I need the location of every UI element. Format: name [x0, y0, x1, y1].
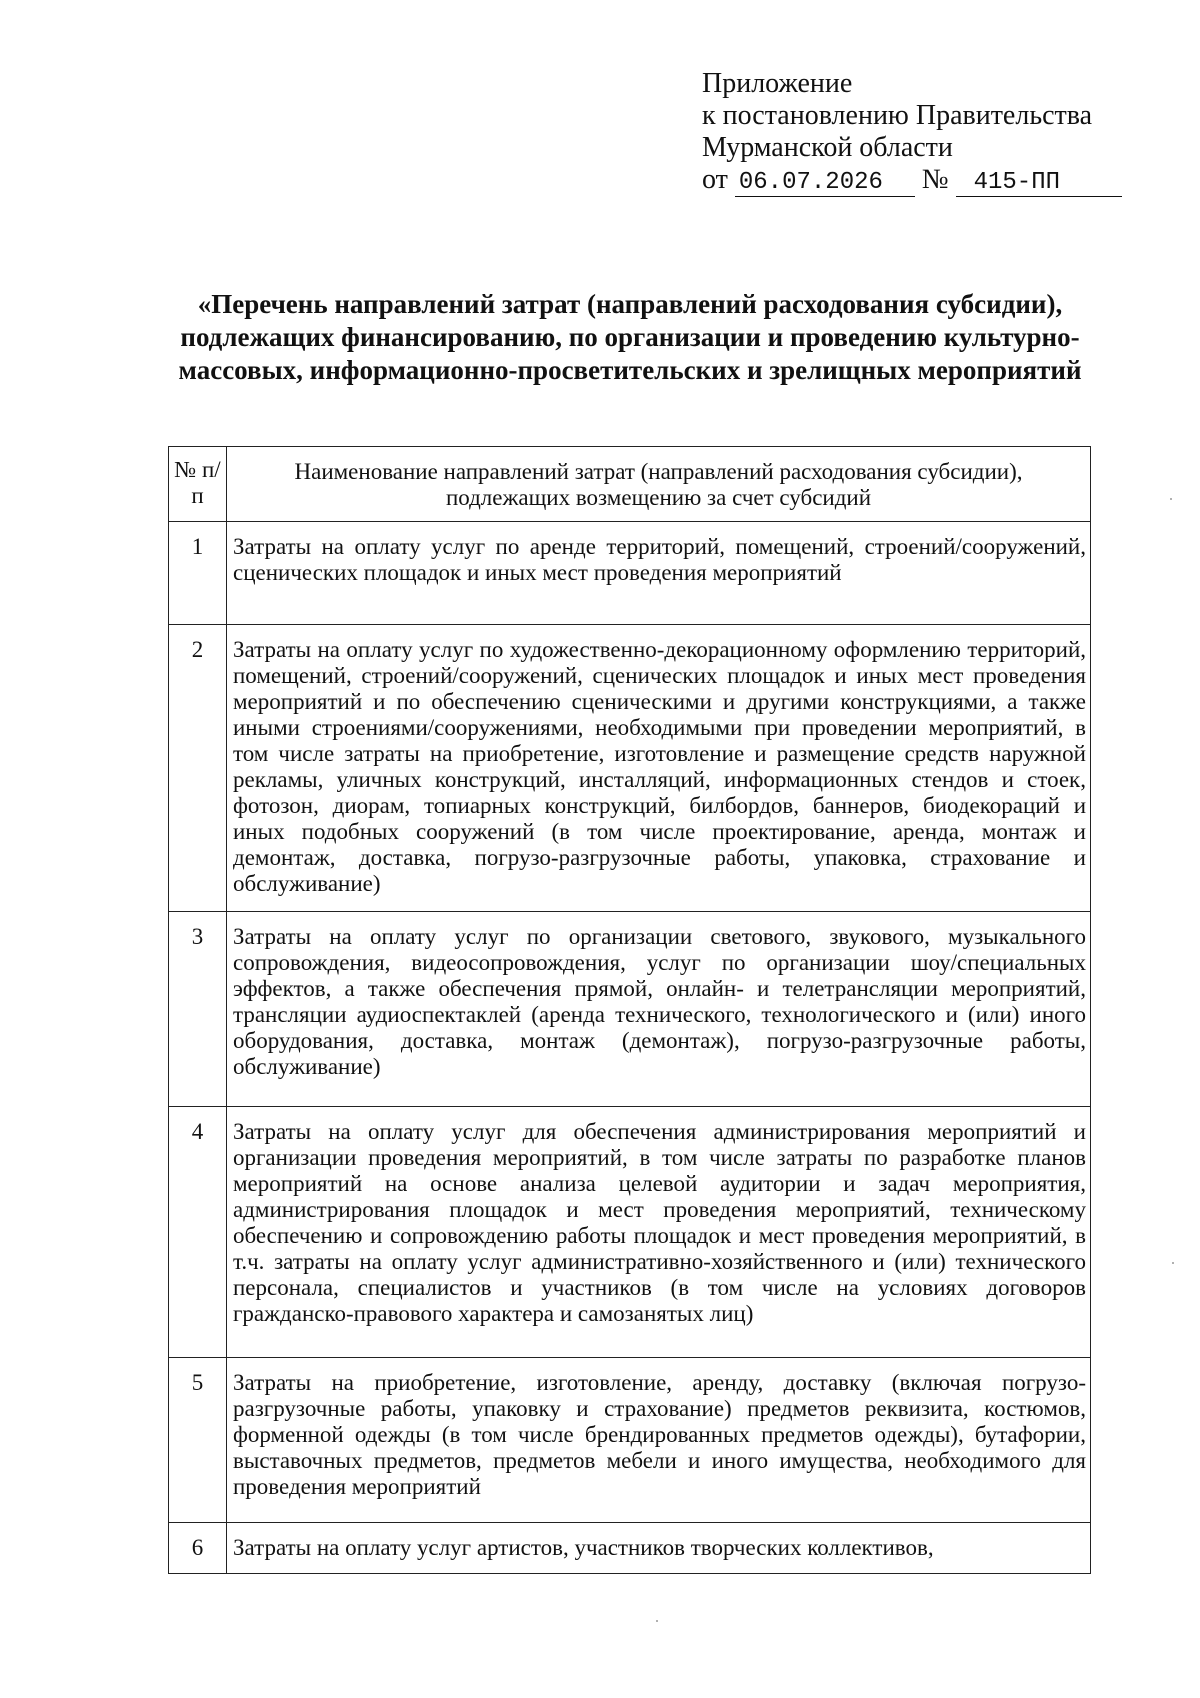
table-row	[169, 1358, 1091, 1523]
scan-speck	[656, 1620, 658, 1622]
date-prefix: от	[702, 164, 728, 195]
table-row	[169, 1107, 1091, 1358]
table-row	[169, 522, 1091, 625]
row-text: Затраты на оплату услуг по аренде территорий, помещений, строений/сооружений, сценических площадок и иных мест проведения мероприятий	[227, 522, 1091, 625]
table-header-row	[169, 447, 1091, 522]
row-text: Затраты на оплату услуг артистов, участников творческих коллективов,	[227, 1523, 1091, 1574]
row-text: Затраты на приобретение, изготовление, аренду, доставку (включая погрузо-разгрузочные работы, упаковку и страхование) предметов реквизита, костюмов, форменной одежды (в том числе брендированных предметов одежды), бутафории, выставочных предметов, предметов мебели и иного имущества, необходимого для проведения мероприятий	[227, 1358, 1091, 1523]
appendix-line-1: Приложение	[702, 68, 853, 99]
scan-speck	[1172, 1262, 1174, 1264]
row-number: 5	[169, 1358, 227, 1523]
resolution-date: 06.07.2026	[735, 170, 915, 197]
appendix-line-3: Мурманской области	[702, 132, 953, 163]
row-number: 6	[169, 1523, 227, 1574]
row-number: 4	[169, 1107, 227, 1358]
header-name: Наименование направлений затрат (направлений расходования субсидии), подлежащих возмещению за счет субсидий	[227, 447, 1091, 522]
appendix-date-line	[702, 164, 1122, 197]
scan-speck	[1170, 498, 1172, 500]
row-number: 3	[169, 912, 227, 1107]
appendix-line-2: к постановлению Правительства	[702, 100, 1093, 131]
number-prefix: №	[921, 164, 949, 195]
row-text: Затраты на оплату услуг по художественно-декорационному оформлению территорий, помещений, строений/сооружений, сценических площадок и иных мест проведения мероприятий и по обеспечению сценическими и другими конструкциями, а также иными строениями/сооружениями, необходимыми при проведении мероприятий, в том числе затраты на приобретение, изготовление и размещение средств наружной рекламы, уличных конструкций, инсталляций, информационных стендов и стоек, фотозон, диорам, топиарных конструкций, билбордов, баннеров, биодекораций и иных подобных сооружений (в том числе проектирование, аренда, монтаж и демонтаж, доставка, погрузо-разгрузочные работы, упаковка, страхование и обслуживание)	[227, 625, 1091, 912]
expenses-table	[168, 446, 1091, 1574]
appendix-block	[702, 68, 1122, 197]
row-number: 1	[169, 522, 227, 625]
header-number: № п/п	[169, 447, 227, 522]
table-row	[169, 912, 1091, 1107]
table-row	[169, 625, 1091, 912]
row-number: 2	[169, 625, 227, 912]
row-text: Затраты на оплату услуг для обеспечения администрирования мероприятий и организации проведения мероприятий, в том числе затраты по разработке планов мероприятий на основе анализа целевой аудитории и задач мероприятия, администрирования площадок и мест проведения мероприятий, техническому обеспечению и сопровождению работы площадок и мест проведения мероприятий, в т.ч. затраты на оплату услуг административно-хозяйственного и (или) технического персонала, специалистов и участников (в том числе на условиях договоров гражданско-правового характера и самозанятых лиц)	[227, 1107, 1091, 1358]
table-row	[169, 1523, 1091, 1574]
resolution-number: 415-ПП	[956, 170, 1122, 197]
document-title: «Перечень направлений затрат (направлений расходования субсидии), подлежащих финансированию, по организации и проведению культурно-массовых, информационно-просветительских и зрелищных мероприятий	[178, 289, 1082, 385]
row-text: Затраты на оплату услуг по организации светового, звукового, музыкального сопровождения, видеосопровождения, услуг по организации шоу/специальных эффектов, а также обеспечения прямой, онлайн- и телетрансляции мероприятий, трансляции аудиоспектаклей (аренда технического, технологического и (или) иного оборудования, доставка, монтаж (демонтаж), погрузо-разгрузочные работы, обслуживание)	[227, 912, 1091, 1107]
